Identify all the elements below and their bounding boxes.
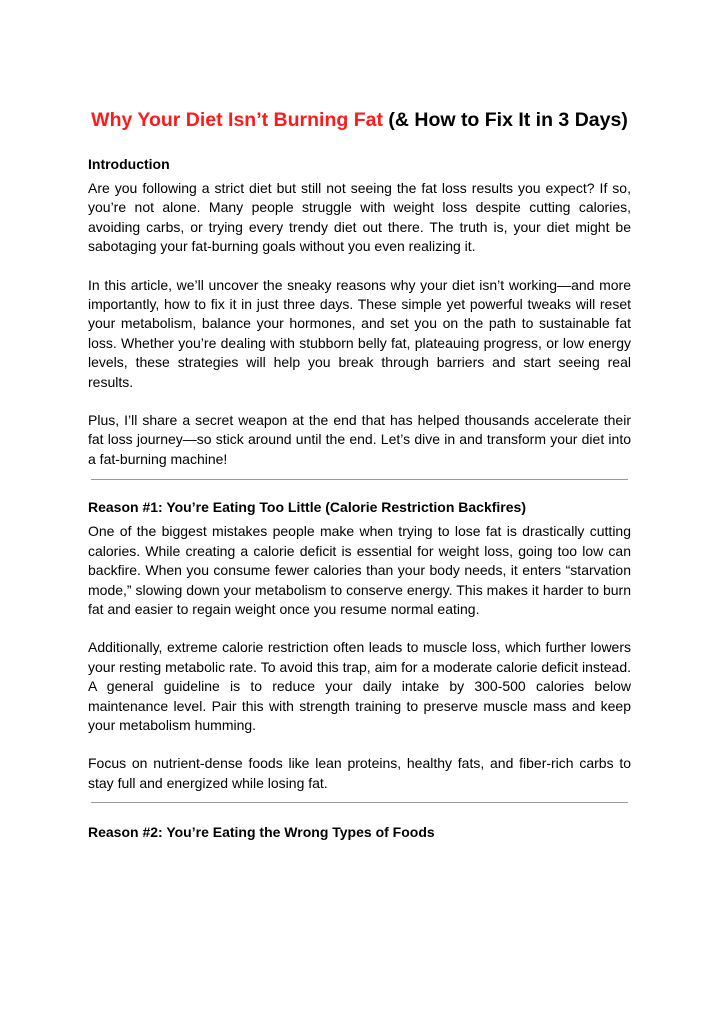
introduction-heading: Introduction (88, 156, 170, 172)
title-rest: (& How to Fix It in 3 Days) (382, 109, 628, 131)
section-divider (91, 802, 628, 803)
section-divider (91, 479, 628, 480)
reason-1-paragraph-2: Additionally, extreme calorie restriction often leads to muscle loss, which further lowers your resting metabolic rate. To avoid this trap, aim for a moderate calorie deficit instead. A general guideline is to reduce your daily intake by 300-500 calories below maintenance level. Pair this with strength training to preserve muscle mass and keep your metabolism humming. (88, 639, 631, 733)
intro-paragraph-2: In this article, we’ll uncover the sneaky reasons why your diet isn’t working—and more importantly, how to fix it in just three days. These simple yet powerful tweaks will reset your metabolism, balance your hormones, and set you on the path to sustainable fat loss. Whether you’re dealing with stubborn belly fat, plateauing progress, or low energy levels, these strategies will help you break through barriers and start seeing real results. (88, 276, 631, 390)
intro-paragraph-1: Are you following a strict diet but still not seeing the fat loss results you expect? If so, you’re not alone. Many people struggle with weight loss despite cutting calories, avoiding carbs, or trying every trendy diet out there. The truth is, your diet might be sabotaging your fat-burning goals without you even realizing it. (88, 180, 631, 255)
reason-2-heading: Reason #2: You’re Eating the Wrong Types of Foods (88, 824, 435, 841)
intro-paragraph-3: Plus, I’ll share a secret weapon at the end that has helped thousands accelerate their fat loss journey—so stick around until the end. Let’s dive in and transform your diet into a fat-burning machine! (88, 412, 631, 467)
document-page (88, 100, 631, 847)
reason-1-paragraph-1: One of the biggest mistakes people make when trying to lose fat is drastically cutting calories. While creating a calorie deficit is essential for weight loss, going too low can backfire. When you consume fewer calories than your body needs, it enters “starvation mode,” slowing down your metabolism to conserve energy. This makes it harder to burn fat and easier to regain weight once you resume normal eating. (88, 523, 631, 617)
reason-1-heading: Reason #1: You’re Eating Too Little (Calorie Restriction Backfires) (88, 499, 526, 516)
page-title (88, 100, 631, 141)
title-highlight: Why Your Diet Isn’t Burning Fat (91, 109, 383, 131)
reason-1-paragraph-3: Focus on nutrient-dense foods like lean proteins, healthy fats, and fiber-rich carbs to stay full and energized while losing fat. (88, 755, 631, 791)
